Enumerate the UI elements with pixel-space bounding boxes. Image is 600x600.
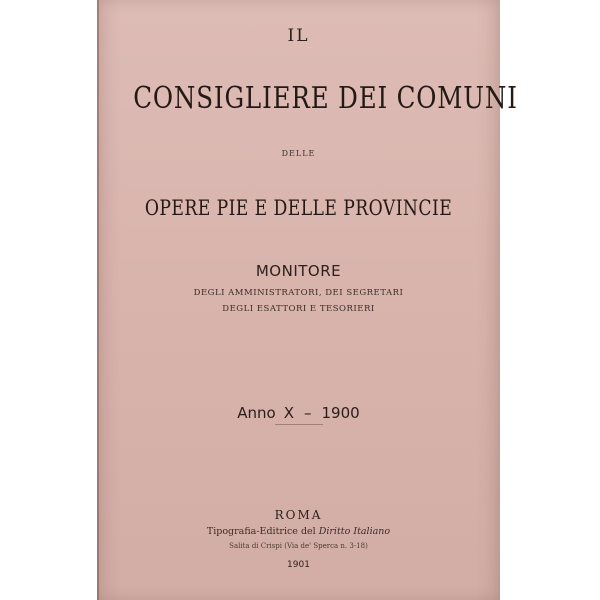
- anno-underline: [275, 424, 323, 425]
- anno-year: 1900: [321, 404, 360, 422]
- anno-number: X: [283, 404, 295, 422]
- title-connector: DELLE: [281, 149, 316, 158]
- monitore-subline-1: DEGLI AMMINISTRATORI, DEI SEGRETARI: [193, 288, 404, 298]
- anno-label: Anno: [237, 404, 276, 422]
- printer-name: Diritto Italiano: [318, 526, 391, 537]
- sub-title: OPERE PIE E DELLE PROVINCIE: [144, 196, 453, 220]
- printer-prefix: Tipografia-Editrice del: [206, 526, 316, 537]
- imprint-printer: [97, 526, 500, 537]
- monitore-heading: MONITORE: [255, 262, 342, 280]
- monitore-subline-2: DEGLI ESATTORI E TESORIERI: [222, 304, 375, 314]
- imprint-year: 1901: [287, 560, 310, 570]
- anno-dash: –: [304, 404, 312, 422]
- volume-year-line: [97, 404, 500, 422]
- imprint-city: ROMA: [274, 508, 323, 522]
- imprint-address: Salita di Crispi (Via de' Sperca n. 3-18): [229, 542, 368, 550]
- book-title-page: [97, 0, 518, 600]
- main-title: CONSIGLIERE DEI COMUNI: [133, 81, 518, 116]
- title-article: IL: [287, 26, 310, 46]
